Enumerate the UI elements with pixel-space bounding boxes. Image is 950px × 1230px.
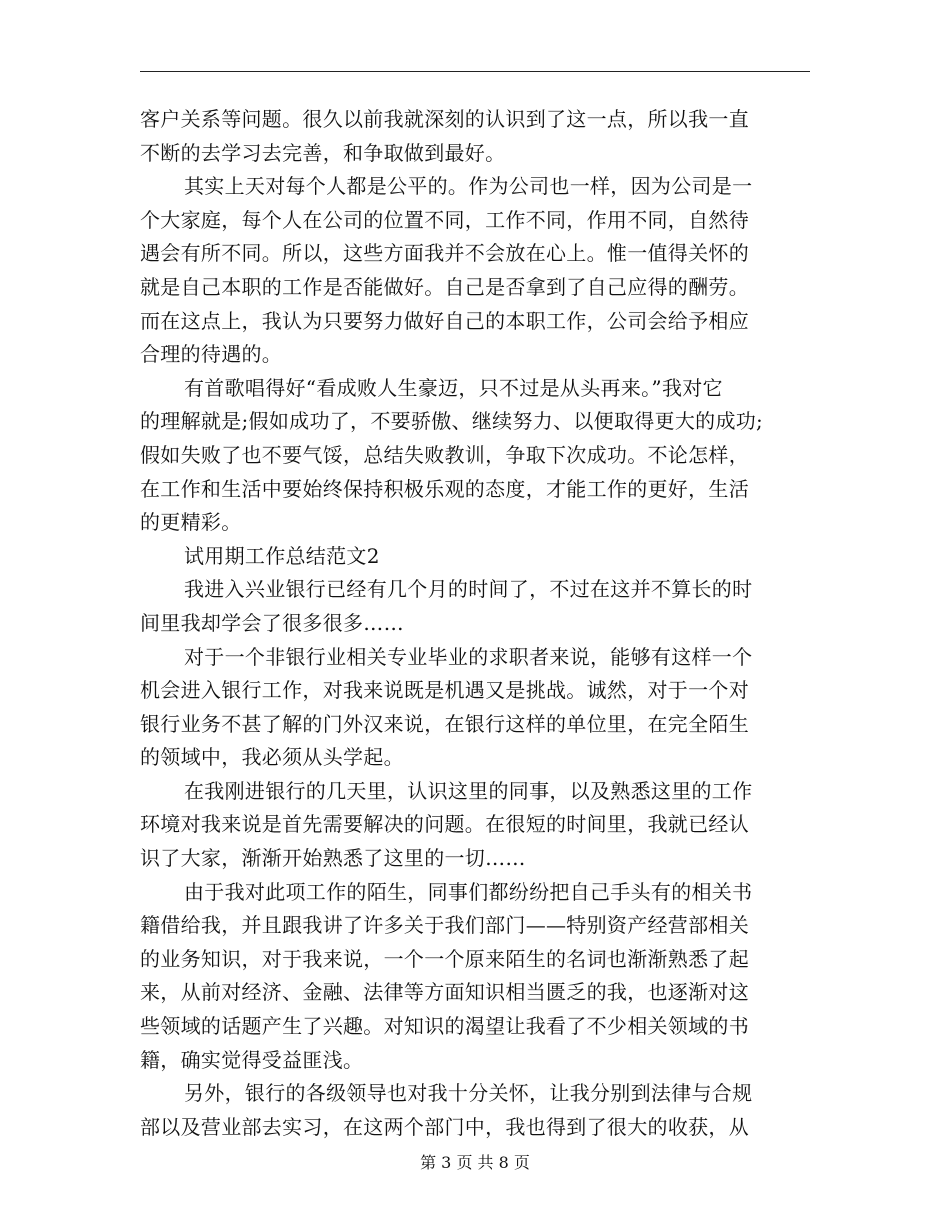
text-line: 在我刚进银行的几天里，认识这里的同事，以及熟悉这里的工作 <box>184 778 753 803</box>
body-text <box>140 103 815 1144</box>
text-line: 在工作和生活中要始终保持积极乐观的态度，才能工作的更好，生活 <box>140 476 749 501</box>
text-line: 由于我对此项工作的陌生，同事们都纷纷把自己手头有的相关书 <box>184 879 753 904</box>
text-line: 我进入兴业银行已经有几个月的时间了，不过在这并不算长的时 <box>184 577 753 602</box>
text-line: 的更精彩。 <box>140 510 242 535</box>
text-line: 而在这点上，我认为只要努力做好自己的本职工作，公司会给予相应 <box>140 308 749 333</box>
text-line: 合理的待遇的。 <box>140 342 283 367</box>
text-line: 个大家庭，每个人在公司的位置不同，工作不同，作用不同，自然待 <box>140 207 749 232</box>
text-line: 部以及营业部去实习，在这两个部门中，我也得到了很大的收获，从 <box>140 1114 749 1139</box>
text-line: 的业务知识，对于我来说，一个一个原来陌生的名词也渐渐熟悉了起 <box>140 946 749 971</box>
text-line: 环境对我来说是首先需要解决的问题。在很短的时间里，我就已经认 <box>140 812 749 837</box>
text-line: 来，从前对经济、金融、法律等方面知识相当匮乏的我，也逐渐对这 <box>140 980 749 1005</box>
text-line: 籍借给我，并且跟我讲了许多关于我们部门——特别资产经营部相关 <box>140 913 749 938</box>
text-line: 就是自己本职的工作是否能做好。自己是否拿到了自己应得的酬劳。 <box>140 274 749 299</box>
text-line: 不断的去学习去完善，和争取做到最好。 <box>140 140 506 165</box>
text-line: 对于一个非银行业相关专业毕业的求职者来说，能够有这样一个 <box>184 644 753 669</box>
text-line: 试用期工作总结范文2 <box>184 543 380 568</box>
text-line: 的理解就是;假如成功了，不要骄傲、继续努力、以便取得更大的成功; <box>140 409 764 434</box>
text-line: 遇会有所不同。所以，这些方面我并不会放在心上。惟一值得关怀的 <box>140 241 749 266</box>
header-rule <box>140 71 810 72</box>
text-line: 籍，确实觉得受益匪浅。 <box>140 1047 364 1072</box>
text-line: 客户关系等问题。很久以前我就深刻的认识到了这一点，所以我一直 <box>140 107 749 131</box>
page-footer: 第 3 页 共 8 页 <box>420 1153 530 1172</box>
text-line: 另外，银行的各级领导也对我十分关怀，让我分别到法律与合规 <box>184 1081 753 1106</box>
text-line: 有首歌唱得好“看成败人生豪迈，只不过是从头再来。”我对它 <box>184 375 723 400</box>
text-line: 假如失败了也不要气馁，总结失败教训，争取下次成功。不论怎样， <box>140 442 749 467</box>
text-line: 机会进入银行工作，对我来说既是机遇又是挑战。诚然，对于一个对 <box>140 678 749 703</box>
text-line: 间里我却学会了很多很多…… <box>140 610 404 635</box>
text-line: 识了大家，渐渐开始熟悉了这里的一切…… <box>140 846 526 871</box>
text-line: 的领域中，我必须从头学起。 <box>140 745 404 770</box>
text-line: 其实上天对每个人都是公平的。作为公司也一样，因为公司是一 <box>184 174 753 199</box>
text-line: 银行业务不甚了解的门外汉来说，在银行这样的单位里，在完全陌生 <box>140 711 749 736</box>
text-line: 些领域的话题产生了兴趣。对知识的渴望让我看了不少相关领域的书 <box>140 1014 749 1039</box>
